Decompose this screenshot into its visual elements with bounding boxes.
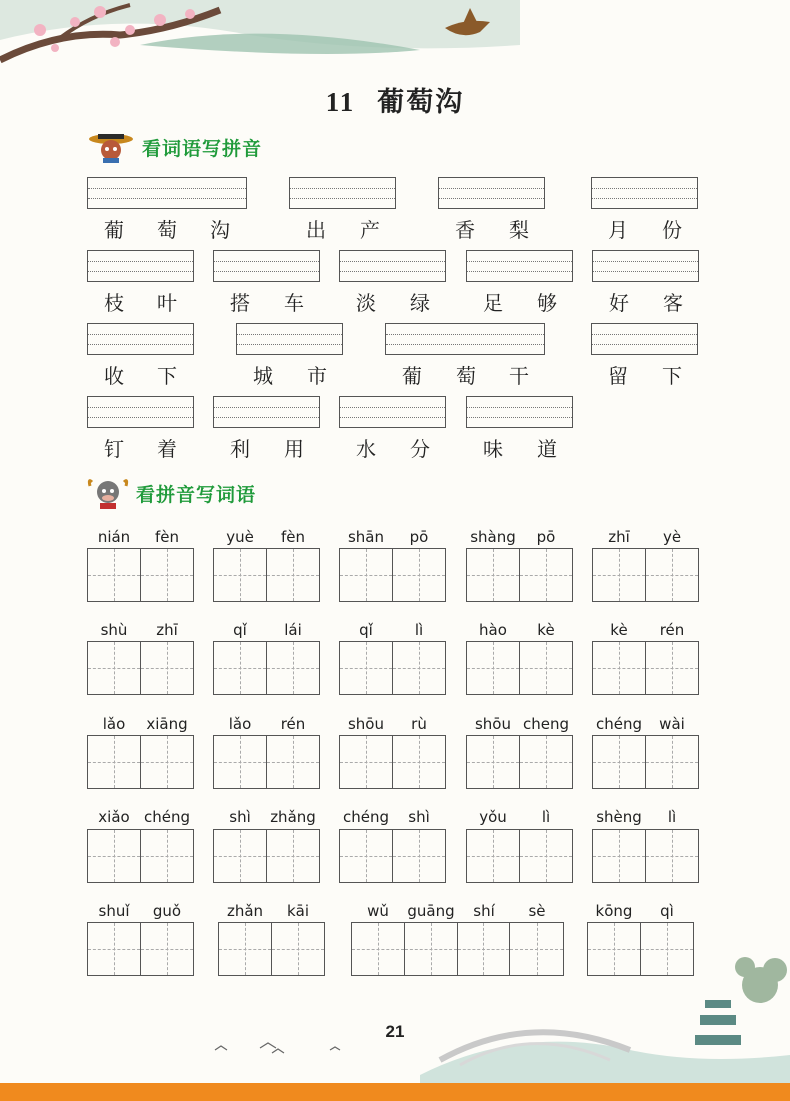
writing-cell[interactable] bbox=[467, 642, 520, 694]
writing-cell[interactable] bbox=[214, 830, 267, 882]
pinyin-syllable: guǒ bbox=[152, 902, 182, 920]
pinyin-syllable: cheng bbox=[522, 715, 569, 733]
writing-cell[interactable] bbox=[141, 830, 194, 882]
word-character: 钉 bbox=[104, 437, 124, 461]
pinyin-syllable: shì bbox=[408, 808, 430, 826]
word-character: 淡 bbox=[356, 291, 376, 315]
writing-cell[interactable] bbox=[214, 549, 267, 601]
pinyin-syllable: yè bbox=[662, 528, 682, 546]
writing-cell[interactable] bbox=[458, 923, 511, 975]
writing-cell[interactable] bbox=[141, 923, 194, 975]
writing-cell[interactable] bbox=[352, 923, 405, 975]
writing-cell[interactable] bbox=[393, 736, 446, 788]
cow-mascot-icon bbox=[86, 476, 130, 510]
word-character: 干 bbox=[509, 364, 529, 388]
writing-cell[interactable] bbox=[405, 923, 458, 975]
word-character: 梨 bbox=[509, 218, 529, 242]
word-character: 叶 bbox=[157, 291, 177, 315]
writing-cell[interactable] bbox=[593, 736, 646, 788]
writing-cell[interactable] bbox=[393, 642, 446, 694]
pinyin-answer-box[interactable] bbox=[87, 250, 194, 282]
pinyin-syllable: zhī bbox=[608, 528, 630, 546]
word-character: 分 bbox=[410, 437, 430, 461]
pinyin-syllable: kè bbox=[537, 621, 555, 639]
writing-cell[interactable] bbox=[272, 923, 325, 975]
word-character: 市 bbox=[307, 364, 327, 388]
pinyin-answer-box[interactable] bbox=[339, 250, 446, 282]
pinyin-syllable: wài bbox=[659, 715, 685, 733]
character-writing-grid[interactable] bbox=[87, 548, 194, 602]
character-writing-grid[interactable] bbox=[339, 548, 446, 602]
writing-cell[interactable] bbox=[646, 549, 699, 601]
writing-cell[interactable] bbox=[267, 830, 320, 882]
pinyin-syllable: wǔ bbox=[367, 902, 389, 920]
writing-cell[interactable] bbox=[646, 642, 699, 694]
word-character: 萄 bbox=[456, 364, 476, 388]
pinyin-syllable: pō bbox=[536, 528, 556, 546]
section-heading-text: 看词语写拼音 bbox=[142, 137, 263, 160]
character-writing-grid[interactable] bbox=[213, 735, 320, 789]
pinyin-answer-box[interactable] bbox=[592, 250, 699, 282]
character-writing-grid[interactable] bbox=[218, 922, 325, 976]
pinyin-syllable: yǒu bbox=[479, 808, 507, 826]
character-writing-grid[interactable] bbox=[466, 735, 573, 789]
writing-cell[interactable] bbox=[520, 736, 573, 788]
pinyin-answer-box[interactable] bbox=[87, 396, 194, 428]
pinyin-syllable: chéng bbox=[143, 808, 190, 826]
lesson-title-text: 葡萄沟 bbox=[377, 87, 465, 118]
word-character: 用 bbox=[284, 437, 304, 461]
pinyin-syllable: fèn bbox=[280, 528, 306, 546]
word-character: 枝 bbox=[104, 291, 124, 315]
character-writing-grid[interactable] bbox=[87, 829, 194, 883]
section-heading-write-words bbox=[86, 476, 256, 510]
pinyin-syllable: rén bbox=[280, 715, 306, 733]
writing-cell[interactable] bbox=[88, 736, 141, 788]
page-number: 21 bbox=[385, 1022, 405, 1041]
word-character: 沟 bbox=[210, 218, 230, 242]
word-character: 下 bbox=[157, 364, 177, 388]
word-character: 着 bbox=[157, 437, 177, 461]
writing-cell[interactable] bbox=[593, 549, 646, 601]
writing-cell[interactable] bbox=[593, 830, 646, 882]
mascot-icon bbox=[86, 130, 136, 164]
writing-cell[interactable] bbox=[219, 923, 272, 975]
character-writing-grid[interactable] bbox=[592, 548, 699, 602]
writing-cell[interactable] bbox=[267, 642, 320, 694]
writing-cell[interactable] bbox=[520, 830, 573, 882]
section-heading-write-pinyin bbox=[86, 130, 262, 164]
writing-cell[interactable] bbox=[214, 642, 267, 694]
word-character: 道 bbox=[537, 437, 557, 461]
pinyin-syllable: qì bbox=[660, 902, 674, 920]
pinyin-answer-box[interactable] bbox=[87, 323, 194, 355]
pinyin-syllable: zhǎng bbox=[270, 808, 316, 826]
word-character: 好 bbox=[609, 291, 629, 315]
pinyin-syllable: rén bbox=[659, 621, 685, 639]
word-character: 车 bbox=[284, 291, 304, 315]
character-writing-grid[interactable] bbox=[466, 548, 573, 602]
writing-cell[interactable] bbox=[340, 736, 393, 788]
word-character: 利 bbox=[230, 437, 250, 461]
writing-cell[interactable] bbox=[467, 549, 520, 601]
pinyin-syllable: shān bbox=[347, 528, 385, 546]
character-writing-grid[interactable] bbox=[213, 829, 320, 883]
character-writing-grid[interactable] bbox=[339, 641, 446, 695]
writing-cell[interactable] bbox=[646, 736, 699, 788]
writing-cell[interactable] bbox=[141, 549, 194, 601]
word-character: 留 bbox=[608, 364, 628, 388]
word-character: 足 bbox=[483, 291, 503, 315]
pinyin-syllable: shí bbox=[473, 902, 495, 920]
pinyin-syllable: qǐ bbox=[233, 621, 247, 639]
writing-cell[interactable] bbox=[641, 923, 694, 975]
pinyin-answer-box[interactable] bbox=[213, 396, 320, 428]
pinyin-syllable: lái bbox=[284, 621, 302, 639]
pinyin-syllable: lǎo bbox=[102, 715, 126, 733]
pinyin-syllable: shōu bbox=[347, 715, 384, 733]
word-character: 城 bbox=[253, 364, 273, 388]
writing-cell[interactable] bbox=[593, 642, 646, 694]
pinyin-syllable: lì bbox=[414, 621, 424, 639]
writing-cell[interactable] bbox=[88, 830, 141, 882]
character-writing-grid[interactable] bbox=[466, 641, 573, 695]
pinyin-answer-box[interactable] bbox=[591, 323, 698, 355]
writing-cell[interactable] bbox=[141, 642, 194, 694]
word-character: 份 bbox=[662, 218, 682, 242]
writing-cell[interactable] bbox=[340, 642, 393, 694]
pinyin-answer-box[interactable] bbox=[591, 177, 698, 209]
character-writing-grid[interactable] bbox=[592, 829, 699, 883]
pinyin-answer-box[interactable] bbox=[438, 177, 545, 209]
character-writing-grid[interactable] bbox=[87, 641, 194, 695]
pinyin-syllable: lǎo bbox=[228, 715, 252, 733]
writing-cell[interactable] bbox=[214, 736, 267, 788]
pinyin-syllable: xiāng bbox=[146, 715, 188, 733]
writing-cell[interactable] bbox=[141, 736, 194, 788]
pinyin-answer-box[interactable] bbox=[87, 177, 247, 209]
character-writing-grid[interactable] bbox=[592, 735, 699, 789]
pinyin-syllable: sè bbox=[528, 902, 546, 920]
word-character: 绿 bbox=[410, 291, 430, 315]
pinyin-syllable: lì bbox=[667, 808, 677, 826]
pinyin-syllable: zhǎn bbox=[226, 902, 264, 920]
writing-cell[interactable] bbox=[88, 642, 141, 694]
pinyin-answer-box[interactable] bbox=[385, 323, 545, 355]
pinyin-syllable: fèn bbox=[154, 528, 180, 546]
writing-cell[interactable] bbox=[467, 736, 520, 788]
pinyin-syllable: nián bbox=[97, 528, 131, 546]
pinyin-syllable: shèng bbox=[596, 808, 642, 826]
word-character: 搭 bbox=[230, 291, 250, 315]
writing-cell[interactable] bbox=[267, 549, 320, 601]
word-character: 够 bbox=[537, 291, 557, 315]
writing-cell[interactable] bbox=[340, 549, 393, 601]
pinyin-syllable: pō bbox=[409, 528, 429, 546]
writing-cell[interactable] bbox=[340, 830, 393, 882]
pinyin-answer-box[interactable] bbox=[236, 323, 343, 355]
birds-decoration bbox=[210, 1040, 370, 1060]
character-writing-grid[interactable] bbox=[213, 548, 320, 602]
pinyin-answer-box[interactable] bbox=[289, 177, 396, 209]
pinyin-syllable: shàng bbox=[470, 528, 516, 546]
pinyin-answer-box[interactable] bbox=[213, 250, 320, 282]
header-landscape-illustration bbox=[0, 0, 790, 80]
character-writing-grid[interactable] bbox=[339, 735, 446, 789]
pinyin-syllable: shōu bbox=[474, 715, 511, 733]
pinyin-syllable: shù bbox=[100, 621, 128, 639]
character-writing-grid[interactable] bbox=[339, 829, 446, 883]
writing-cell[interactable] bbox=[520, 642, 573, 694]
word-character: 葡 bbox=[104, 218, 124, 242]
writing-cell[interactable] bbox=[520, 549, 573, 601]
word-character: 出 bbox=[306, 218, 326, 242]
pinyin-syllable: xiǎo bbox=[98, 808, 130, 826]
pinyin-syllable: shuǐ bbox=[98, 902, 130, 920]
character-writing-grid[interactable] bbox=[466, 829, 573, 883]
writing-cell[interactable] bbox=[88, 923, 141, 975]
pinyin-answer-box[interactable] bbox=[466, 250, 573, 282]
writing-cell[interactable] bbox=[646, 830, 699, 882]
word-character: 萄 bbox=[157, 218, 177, 242]
pinyin-answer-box[interactable] bbox=[339, 396, 446, 428]
writing-cell[interactable] bbox=[267, 736, 320, 788]
word-character: 收 bbox=[104, 364, 124, 388]
writing-cell[interactable] bbox=[510, 923, 563, 975]
character-writing-grid[interactable] bbox=[351, 922, 564, 976]
word-character: 水 bbox=[356, 437, 376, 461]
pinyin-syllable: qǐ bbox=[359, 621, 373, 639]
pinyin-syllable: shì bbox=[229, 808, 251, 826]
pinyin-syllable: kōng bbox=[595, 902, 633, 920]
writing-cell[interactable] bbox=[588, 923, 641, 975]
pinyin-syllable: guāng bbox=[407, 902, 455, 920]
character-writing-grid[interactable] bbox=[587, 922, 694, 976]
word-character: 味 bbox=[483, 437, 503, 461]
word-character: 客 bbox=[663, 291, 683, 315]
pinyin-syllable: chéng bbox=[342, 808, 389, 826]
pinyin-syllable: zhī bbox=[156, 621, 178, 639]
word-character: 葡 bbox=[402, 364, 422, 388]
word-character: 产 bbox=[360, 218, 380, 242]
pinyin-syllable: hào bbox=[479, 621, 507, 639]
character-writing-grid[interactable] bbox=[87, 735, 194, 789]
writing-cell[interactable] bbox=[88, 549, 141, 601]
character-writing-grid[interactable] bbox=[87, 922, 194, 976]
character-writing-grid[interactable] bbox=[213, 641, 320, 695]
pinyin-syllable: yuè bbox=[226, 528, 254, 546]
word-character: 香 bbox=[455, 218, 475, 242]
pinyin-syllable: kāi bbox=[286, 902, 310, 920]
lesson-title bbox=[0, 80, 790, 119]
writing-cell[interactable] bbox=[393, 549, 446, 601]
word-character: 下 bbox=[662, 364, 682, 388]
footer-bar bbox=[0, 1083, 790, 1101]
pinyin-answer-box[interactable] bbox=[466, 396, 573, 428]
lesson-number: 11 bbox=[325, 87, 356, 117]
writing-cell[interactable] bbox=[393, 830, 446, 882]
section-heading-text: 看拼音写词语 bbox=[136, 483, 257, 506]
character-writing-grid[interactable] bbox=[592, 641, 699, 695]
pinyin-syllable: lì bbox=[541, 808, 551, 826]
pinyin-syllable: chéng bbox=[595, 715, 642, 733]
word-character: 月 bbox=[608, 218, 628, 242]
pinyin-syllable: kè bbox=[610, 621, 628, 639]
writing-cell[interactable] bbox=[467, 830, 520, 882]
pinyin-syllable: rù bbox=[411, 715, 427, 733]
